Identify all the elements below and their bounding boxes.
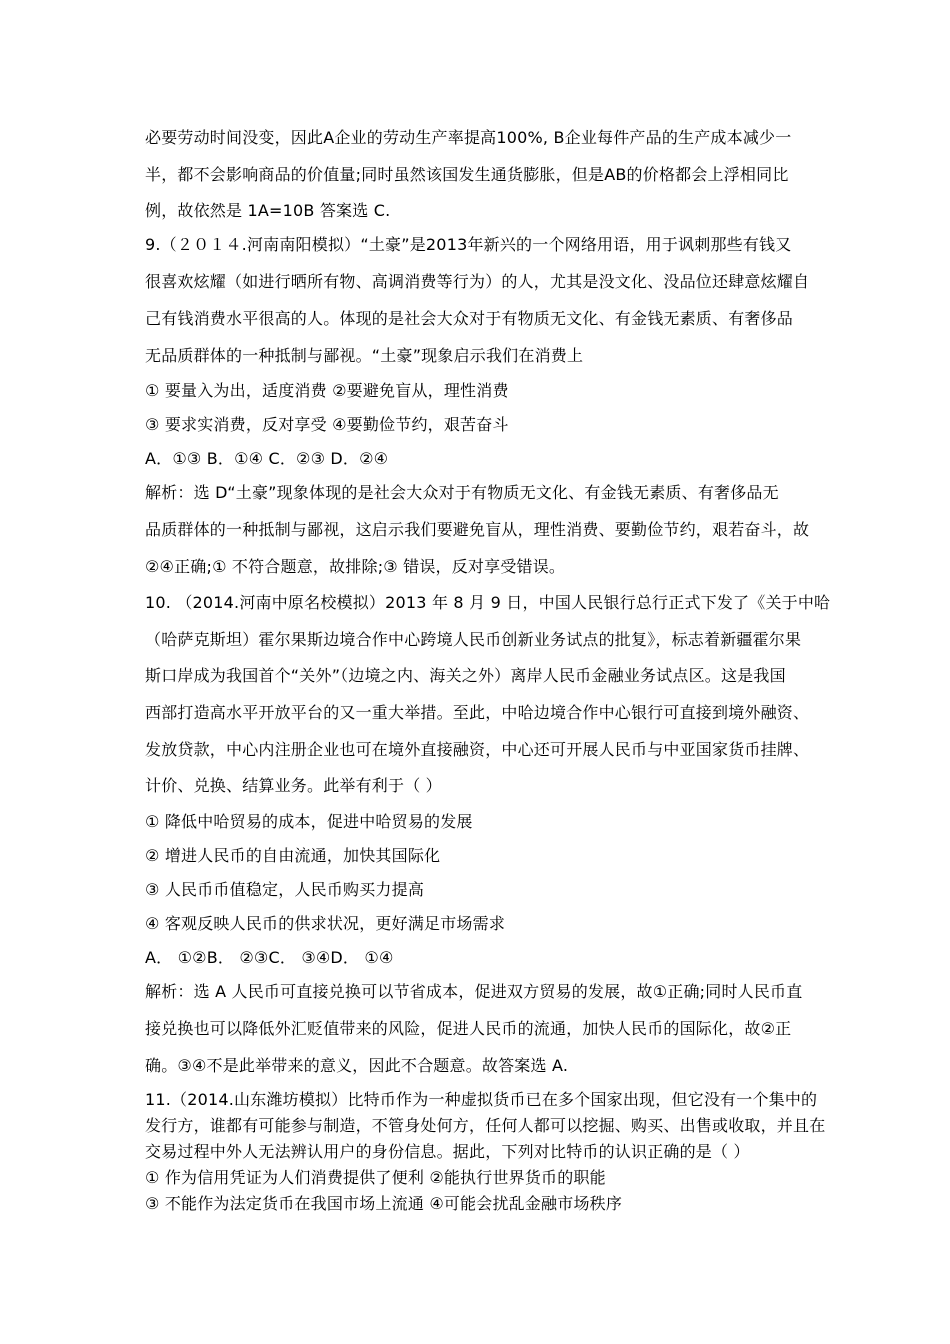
explanation-line: 解析：选 D“土豪”现象体现的是社会大众对于有物质无文化、有金钱无素质、有奢侈品无 bbox=[145, 483, 779, 502]
answer-choices: A． ①②B． ②③C． ③④D． ①④ bbox=[145, 948, 394, 967]
option-line: ② 增进人民币的自由流通，加快其国际化 bbox=[145, 846, 441, 865]
option-line: ③ 要求实消费，反对享受 ④要勤俭节约，艰苦奋斗 bbox=[145, 415, 509, 434]
question-11-stem: 11.（2014.山东潍坊模拟）比特币作为一种虚拟货币已在多个国家出现，但它没有一个集中的 bbox=[145, 1090, 818, 1109]
question-10-stem: 10. （2014.河南中原名校模拟）2013 年 8 月 9 日，中国人民银行总行正式下发了《关于中哈 bbox=[145, 593, 831, 612]
answer-choices: A．①③ B．①④ C．②③ D．②④ bbox=[145, 449, 389, 468]
explanation-line: 确。③④不是此举带来的意义，因此不合题意。故答案选 A. bbox=[145, 1056, 569, 1075]
explanation-line: 品质群体的一种抵制与鄙视，这启示我们要避免盲从，理性消费、要勤俭节约，艰若奋斗，故 bbox=[145, 520, 810, 539]
text-line: 必要劳动时间没变，因此A企业的劳动生产率提高100%, B企业每件产品的生产成本减少一 bbox=[145, 128, 792, 147]
explanation-line: 解析：选 A 人民币可直接兑换可以节省成本，促进双方贸易的发展，故①正确;同时人民币直 bbox=[145, 982, 803, 1001]
explanation-line: 接兑换也可以降低外汇贬值带来的风险，促进人民币的流通，加快人民币的国际化，故②正 bbox=[145, 1019, 792, 1038]
explanation-line: ②④正确;① 不符合题意，故排除;③ 错误，反对享受错误。 bbox=[145, 557, 566, 576]
text-line: 例，故依然是 1A=10B 答案选 C. bbox=[145, 201, 391, 220]
text-line: 很喜欢炫耀（如进行晒所有物、高调消费等行为）的人，尤其是没文化、没品位还肆意炫耀自 bbox=[145, 272, 810, 291]
question-9-stem: 9.（２０１４.河南南阳模拟）“土豪”是2013年新兴的一个网络用语，用于讽刺那些有钱又 bbox=[145, 235, 792, 254]
text-line: 半，都不会影响商品的价值量;同时虽然该国发生通货膨胀，但是AB的价格都会上浮相同比 bbox=[145, 165, 789, 184]
option-line: ③ 人民币币值稳定，人民币购买力提高 bbox=[145, 880, 425, 899]
text-line: 西部打造高水平开放平台的又一重大举措。至此，中哈边境合作中心银行可直接到境外融资、 bbox=[145, 703, 810, 722]
text-line: （哈萨克斯坦）霍尔果斯边境合作中心跨境人民币创新业务试点的批复》，标志着新疆霍尔果 bbox=[145, 630, 802, 649]
text-line: 无品质群体的一种抵制与鄙视。“土豪”现象启示我们在消费上 bbox=[145, 346, 584, 365]
text-line: 计价、兑换、结算业务。此举有利于（ ） bbox=[145, 776, 442, 795]
text-line: 己有钱消费水平很高的人。体现的是社会大众对于有物质无文化、有金钱无素质、有奢侈品 bbox=[145, 309, 794, 328]
option-line: ① 作为信用凭证为人们消费提供了便利 ②能执行世界货币的职能 bbox=[145, 1168, 606, 1187]
option-line: ④ 客观反映人民币的供求状况，更好满足市场需求 bbox=[145, 914, 506, 933]
text-line: 斯口岸成为我国首个“关外”（边境之内、海关之外）离岸人民币金融业务试点区。这是我国 bbox=[145, 666, 786, 685]
text-line: 发行方，谁都有可能参与制造，不管身处何方，任何人都可以挖掘、购买、出售或收取，并且在 bbox=[145, 1116, 826, 1135]
option-line: ① 降低中哈贸易的成本，促进中哈贸易的发展 bbox=[145, 812, 473, 831]
option-line: ③ 不能作为法定货币在我国市场上流通 ④可能会扰乱金融市场秩序 bbox=[145, 1194, 623, 1213]
text-line: 发放贷款，中心内注册企业也可在境外直接融资，中心还可开展人民币与中亚国家货币挂牌、 bbox=[145, 740, 810, 759]
option-line: ① 要量入为出，适度消费 ②要避免盲从，理性消费 bbox=[145, 381, 509, 400]
text-line: 交易过程中外人无法辨认用户的身份信息。据此，下列对比特币的认识正确的是（ ） bbox=[145, 1142, 750, 1161]
